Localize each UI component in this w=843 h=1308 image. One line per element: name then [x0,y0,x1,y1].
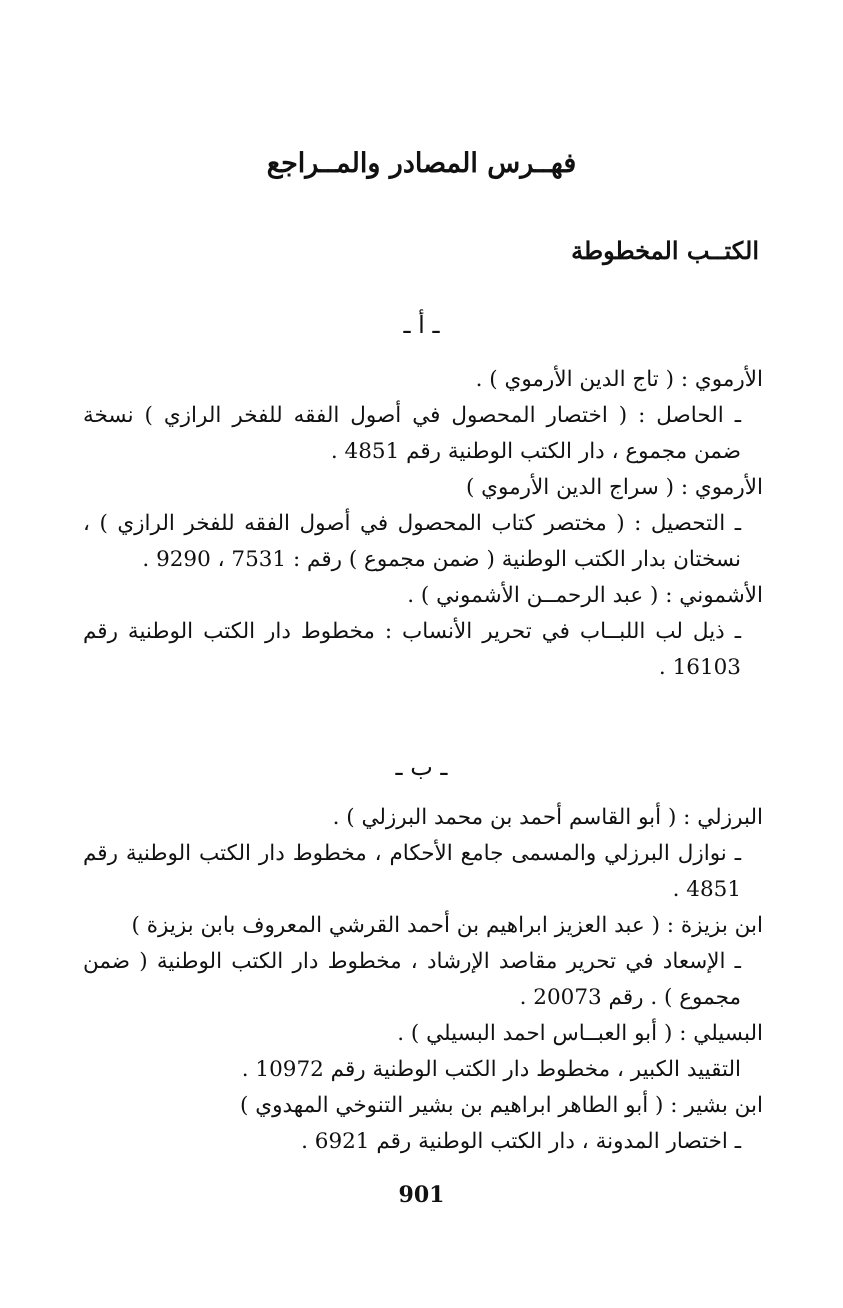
bibliography-entry [83,578,763,686]
entry-work: ـ الإسعاد في تحرير مقاصد الإرشاد ، مخطوط دار الكتب الوطنية ( ضمن مجموع ) . رقم 20073 . [83,949,741,1010]
entry-work: ـ التحصيل : ( مختصر كتاب المحصول في أصول الفقه للفخر الرازي ) ، نسختان بدار الكتب الوطنية ( ضمن مجموع ) رقم : 7531 ، 9290 . [83,511,741,572]
entry-author: ابن بشير : ( أبو الطاهر ابراهيم بن بشير التنوخي المهدوي ) [240,1093,763,1118]
section-title: الكتــب المخطوطة [571,236,759,265]
bibliography-entry [83,362,763,470]
page-title: فهــرس المصادر والمــراجع [266,148,577,179]
entry-author: الأشموني : ( عبد الرحمــن الأشموني ) . [407,583,763,608]
entry-author: الأرموي : ( تاج الدين الأرموي ) . [475,367,763,392]
bibliography-entry [83,908,763,1016]
entries-group-ba [83,800,763,1160]
entry-work: التقييد الكبير ، مخطوط دار الكتب الوطنية رقم 10972 . [241,1057,741,1082]
bibliography-entry [83,800,763,908]
entry-author: البرزلي : ( أبو القاسم أحمد بن محمد البرزلي ) . [332,805,763,830]
letter-divider-ba: ـ ب ـ [395,753,448,781]
entry-work: ـ نوازل البرزلي والمسمى جامع الأحكام ، مخطوط دار الكتب الوطنية رقم 4851 . [83,841,741,902]
entry-work: ـ ذيل لب اللبــاب في تحرير الأنساب : مخطوط دار الكتب الوطنية رقم 16103 . [83,619,741,680]
letter-divider-alif: ـ أ ـ [403,311,440,339]
bibliography-entry [83,1016,763,1088]
entry-author: الأرموي : ( سراج الدين الأرموي ) [465,475,763,500]
entry-author: ابن بزيزة : ( عبد العزيز ابراهيم بن أحمد القرشي المعروف بابن بزيزة ) [131,913,763,938]
entries-group-alif [83,362,763,686]
page-number: 901 [398,1182,445,1208]
entry-author: البسيلي : ( أبو العبــاس احمد البسيلي ) . [397,1021,763,1046]
entry-work: ـ الحاصل : ( اختصار المحصول في أصول الفقه للفخر الرازي ) نسخة ضمن مجموع ، دار الكتب الوطنية رقم 4851 . [83,403,741,464]
bibliography-entry [83,1088,763,1160]
bibliography-entry [83,470,763,578]
entry-work: ـ اختصار المدونة ، دار الكتب الوطنية رقم 6921 . [301,1129,741,1154]
